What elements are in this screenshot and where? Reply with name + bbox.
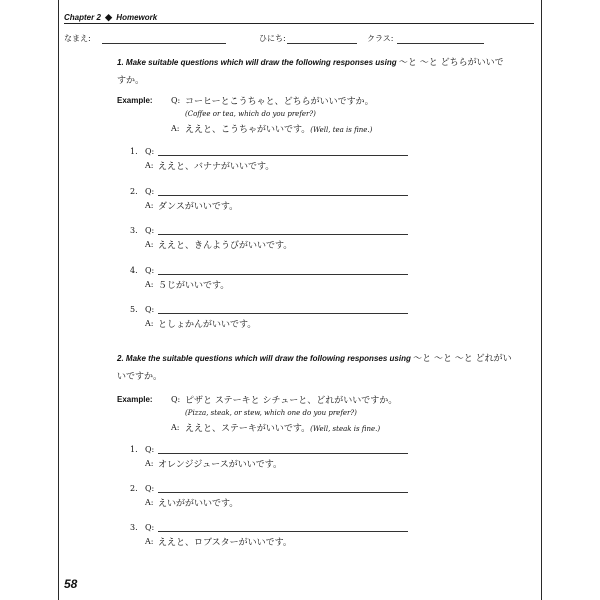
- a-label: A:: [145, 240, 154, 249]
- answer-text: ええと、ロブスターがいいです。: [158, 538, 292, 548]
- a-label: A:: [145, 459, 154, 468]
- q-label: Q:: [145, 266, 155, 275]
- example-1-question-translation: (Coffee or tea, which do you prefer?): [185, 110, 316, 118]
- a-label: A:: [145, 319, 154, 328]
- chapter-label: Chapter 2: [64, 13, 101, 22]
- example-1-q-label: Q:: [171, 96, 181, 105]
- example-2-answer-text: ええと、ステーキがいいです。: [185, 424, 311, 434]
- question-2-number: 2.: [117, 354, 124, 363]
- question-input-line[interactable]: [158, 313, 408, 314]
- question-input-line[interactable]: [158, 195, 408, 196]
- header-rule: [64, 23, 534, 24]
- a-label: A:: [145, 498, 154, 507]
- a-label: A:: [145, 280, 154, 289]
- item-number: 3.: [130, 523, 138, 532]
- answer-text: オレンジジュースがいいです。: [158, 460, 282, 470]
- question-input-line[interactable]: [158, 234, 408, 235]
- example-1-answer-text: ええと、こうちゃがいいです。: [185, 125, 311, 135]
- example-1-answer-translation: (Well, tea is fine.): [310, 126, 373, 134]
- a-label: A:: [145, 201, 154, 210]
- answer-text: ５じがいいです。: [158, 281, 230, 291]
- q-label: Q:: [145, 147, 155, 156]
- example-2-q-label: Q:: [171, 395, 181, 404]
- example-1-question: コーヒーとこうちゃと、どちらがいいですか。: [185, 97, 374, 107]
- question-input-line[interactable]: [158, 274, 408, 275]
- question-1-instruction: [117, 54, 512, 90]
- question-1-pattern: 〜と 〜と どちらがいいですか。: [117, 58, 504, 86]
- q-label: Q:: [145, 484, 155, 493]
- question-input-line[interactable]: [158, 492, 408, 493]
- date-field-label: ひにち:: [259, 34, 286, 43]
- section-label: Homework: [116, 13, 158, 22]
- question-2-instruction: [117, 350, 512, 386]
- item-number: 1.: [130, 147, 138, 156]
- a-label: A:: [145, 161, 154, 170]
- page-number: 58: [64, 577, 78, 591]
- question-input-line[interactable]: [158, 531, 408, 532]
- class-field-label: クラス:: [367, 34, 394, 43]
- date-field[interactable]: [287, 43, 357, 44]
- example-1-answer: [185, 122, 372, 135]
- answer-text: えいががいいです。: [158, 499, 239, 509]
- question-1-text: Make suitable questions which will draw the following responses using: [125, 58, 397, 67]
- example-1-a-label: A:: [171, 124, 180, 133]
- question-2-pattern: 〜と 〜と 〜と どれがいいですか。: [117, 354, 512, 382]
- answer-text: ええと、バナナがいいです。: [158, 162, 275, 172]
- example-1-label: Example:: [117, 96, 153, 105]
- example-2-answer: [185, 421, 380, 434]
- question-input-line[interactable]: [158, 453, 408, 454]
- example-2-label: Example:: [117, 395, 153, 404]
- item-number: 4.: [130, 266, 138, 275]
- question-2-text: Make the suitable questions which will draw the following responses using: [125, 354, 411, 363]
- question-input-line[interactable]: [158, 155, 408, 156]
- item-number: 2.: [130, 484, 138, 493]
- name-field[interactable]: [102, 43, 226, 44]
- name-field-label: なまえ:: [64, 34, 91, 43]
- item-number: 5.: [130, 305, 138, 314]
- worksheet-page: [58, 0, 542, 600]
- example-2-question-translation: (Pizza, steak, or stew, which one do you prefer?): [185, 409, 357, 417]
- example-2-question: ピザと ステーキと シチューと、どれがいいですか。: [185, 396, 398, 406]
- item-number: 2.: [130, 187, 138, 196]
- answer-text: としょかんがいいです。: [158, 320, 257, 330]
- q-label: Q:: [145, 226, 155, 235]
- q-label: Q:: [145, 305, 155, 314]
- q-label: Q:: [145, 445, 155, 454]
- answer-text: ええと、きんようびがいいです。: [158, 241, 293, 251]
- a-label: A:: [145, 537, 154, 546]
- q-label: Q:: [145, 523, 155, 532]
- answer-text: ダンスがいいです。: [158, 202, 239, 212]
- class-field[interactable]: [397, 43, 484, 44]
- chapter-header: [64, 12, 157, 23]
- diamond-icon: ◆: [105, 12, 113, 22]
- item-number: 3.: [130, 226, 138, 235]
- item-number: 1.: [130, 445, 138, 454]
- example-2-a-label: A:: [171, 423, 180, 432]
- q-label: Q:: [145, 187, 155, 196]
- question-1-number: 1.: [117, 58, 124, 67]
- example-2-answer-translation: (Well, steak is fine.): [310, 425, 381, 433]
